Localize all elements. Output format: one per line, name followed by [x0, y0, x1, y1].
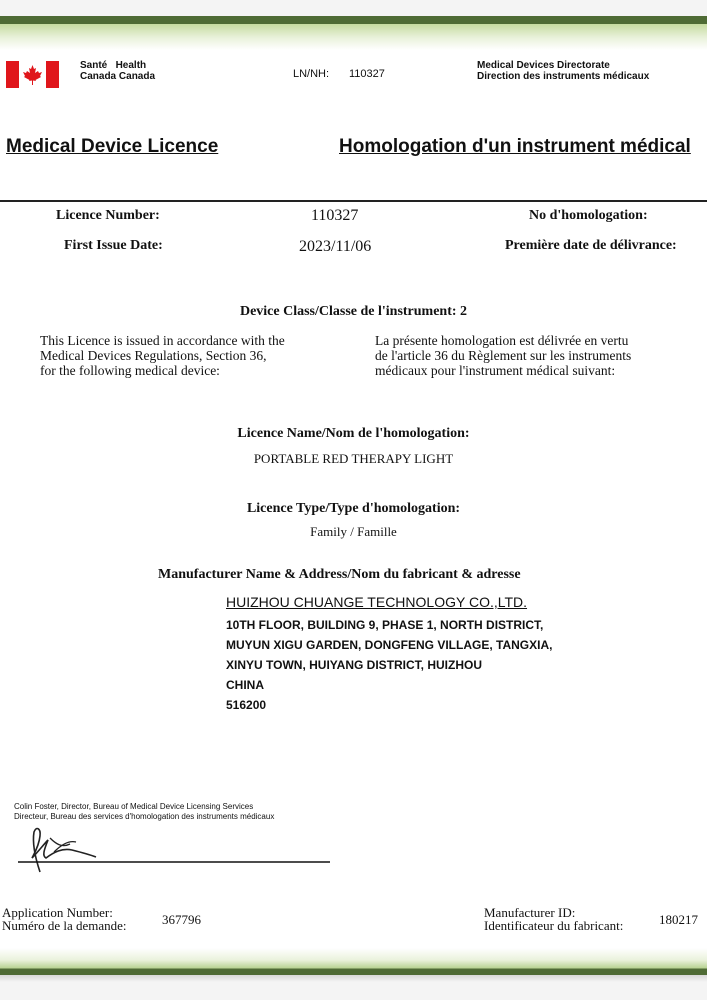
intro-fr-line: de l'article 36 du Règlement sur les instruments	[375, 348, 632, 363]
title-divider	[0, 200, 707, 202]
intro-fr-line: La présente homologation est délivrée en vertu	[375, 333, 629, 348]
canada-fr-text: Canada	[80, 71, 117, 82]
intro-en-line: Medical Devices Regulations, Section 36,	[40, 348, 267, 363]
manufacturer-id-value: 180217	[659, 912, 698, 927]
manufacturer-id-label-en: Manufacturer ID:	[484, 905, 576, 920]
intro-en	[40, 333, 340, 378]
ln-label: LN/NH:	[293, 68, 330, 80]
signatory-fr: Directeur, Bureau des services d'homologation des instruments médicaux	[14, 812, 275, 821]
directorate-en: Medical Devices Directorate	[477, 60, 610, 71]
first-issue-date-label-fr: Première date de délivrance:	[505, 238, 677, 253]
signatory-block	[14, 802, 274, 822]
licence-number-label-fr: No d'homologation:	[529, 208, 648, 223]
intro-fr-line: médicaux pour l'instrument médical suivant:	[375, 363, 616, 378]
signature-icon	[14, 822, 334, 874]
health-text: Health	[115, 60, 147, 71]
directorate-fr: Direction des instruments médicaux	[477, 71, 650, 82]
manufacturer-id-label-fr: Identificateur du fabricant:	[484, 918, 624, 933]
title-fr: Homologation d'un instrument médical	[339, 136, 691, 157]
licence-name-label: Licence Name/Nom de l'homologation:	[237, 426, 470, 441]
application-number-labels	[2, 906, 127, 932]
licence-number-label-en: Licence Number:	[56, 208, 160, 223]
manufacturer-id-labels	[484, 906, 623, 932]
canada-en-text: Canada	[118, 71, 156, 82]
intro-en-line: for the following medical device:	[40, 363, 220, 378]
intro-en-line: This Licence is issued in accordance with the	[40, 333, 285, 348]
manufacturer-address	[226, 615, 552, 715]
address-line: MUYUN XIGU GARDEN, DONGFENG VILLAGE, TANGXIA,	[226, 638, 553, 652]
licence-type-label: Licence Type/Type d'homologation:	[246, 501, 461, 516]
title-en: Medical Device Licence	[6, 136, 219, 157]
first-issue-date-label-en: First Issue Date:	[64, 238, 163, 253]
intro-fr	[375, 333, 695, 378]
manufacturer-label: Manufacturer Name & Address/Nom du fabricant & adresse	[158, 567, 521, 582]
application-label-fr: Numéro de la demande:	[2, 918, 127, 933]
address-line: CHINA	[226, 678, 264, 692]
signatory-en: Colin Foster, Director, Bureau of Medical Device Licensing Services	[14, 802, 254, 811]
sante-text: Santé	[80, 60, 108, 71]
licence-name-value: PORTABLE RED THERAPY LIGHT	[253, 451, 454, 466]
address-line: XINYU TOWN, HUIYANG DISTRICT, HUIZHOU	[226, 658, 483, 672]
application-label-en: Application Number:	[2, 905, 113, 920]
application-number-value: 367796	[162, 912, 201, 927]
ln-value: 110327	[349, 68, 385, 80]
top-green-band	[0, 0, 707, 50]
licence-type-value: Family / Famille	[310, 524, 397, 539]
licence-number-value: 110327	[311, 207, 359, 224]
canada-flag-icon	[6, 61, 59, 88]
address-line: 516200	[226, 698, 267, 712]
bottom-green-band	[0, 948, 707, 1000]
first-issue-date-value: 2023/11/06	[299, 238, 372, 255]
device-class: Device Class/Classe de l'instrument: 2	[239, 304, 468, 319]
manufacturer-name: HUIZHOU CHUANGE TECHNOLOGY CO.,LTD.	[226, 594, 528, 610]
agency-name	[80, 60, 155, 82]
address-line: 10TH FLOOR, BUILDING 9, PHASE 1, NORTH DISTRICT,	[226, 618, 544, 632]
directorate	[477, 60, 649, 82]
